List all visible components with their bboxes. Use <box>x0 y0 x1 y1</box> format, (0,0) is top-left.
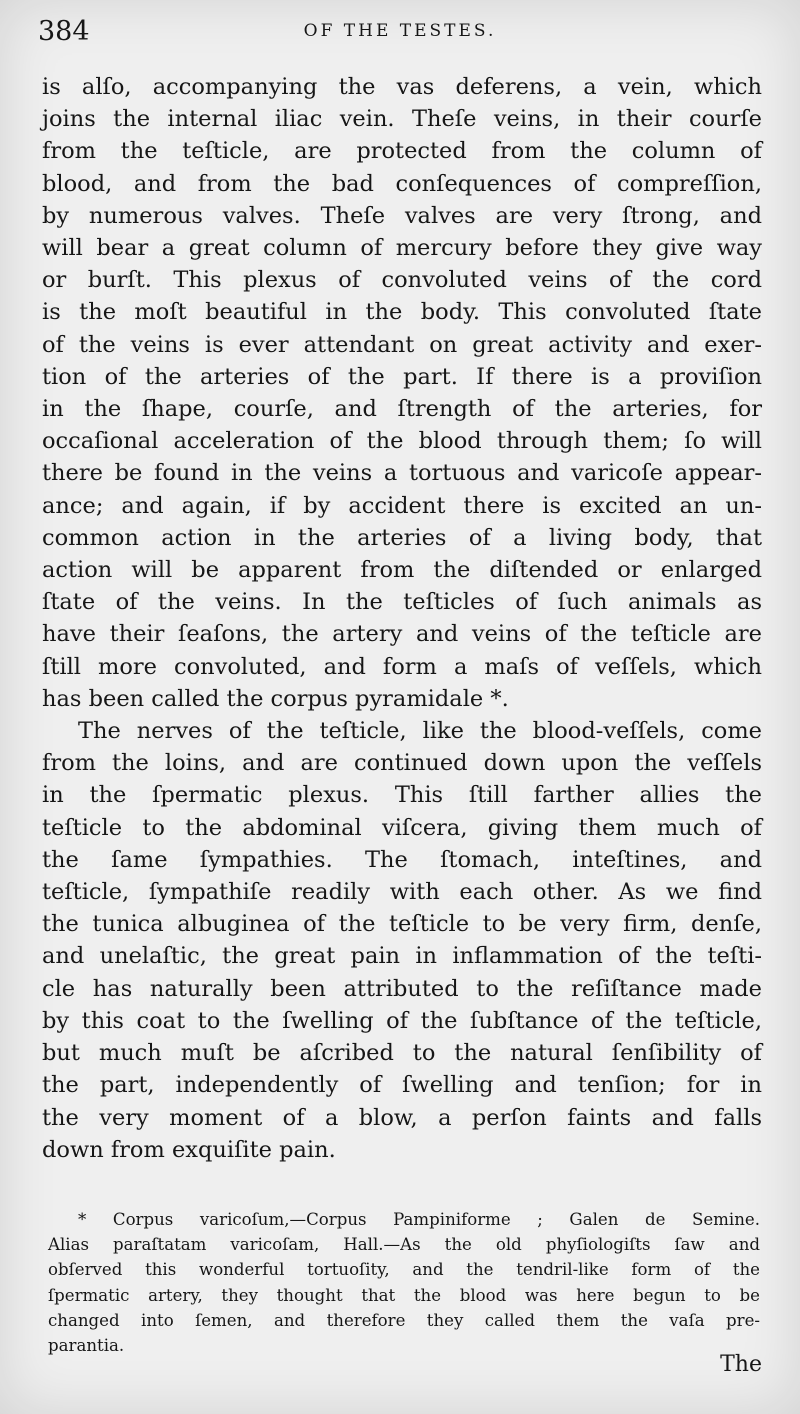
footnote-line: obſerved this wonderful tortuoſity, and the tendril-like form of the <box>48 1260 760 1280</box>
body-line-paragraph-end: down from exquiſite pain. <box>42 1136 336 1163</box>
body-line: ſtate of the veins. In the teſticles of ſuch animals as <box>42 589 762 616</box>
body-line: in the ſpermatic plexus. This ſtill farther allies the <box>42 782 762 809</box>
body-line: the ſame ſympathies. The ſtomach, inteſtines, and <box>42 846 762 873</box>
footnote <box>48 1207 760 1358</box>
footnote-line: parantia. <box>48 1336 125 1356</box>
body-line: and unelaſtic, the great pain in inflammation of the teſti- <box>42 943 762 970</box>
body-line: ſtill more convoluted, and form a maſs of veſſels, which <box>42 653 762 680</box>
body-line: of the veins is ever attendant on great activity and exer- <box>42 331 762 358</box>
body-line: tion of the arteries of the part. If there is a proviſion <box>42 363 762 390</box>
body-line: teſticle to the abdominal viſcera, giving them much of <box>42 814 762 841</box>
footnote-line: Alias paraſtatam varicoſam, Hall.—As the old phyſiologiſts ſaw and <box>48 1235 760 1255</box>
body-line: occaſional acceleration of the blood through them; ſo will <box>42 428 762 455</box>
running-head: OF THE TESTES. <box>303 21 497 41</box>
body-line: have their ſeaſons, the artery and veins of the teſticle are <box>42 621 762 648</box>
body-line: but much muſt be aſcribed to the natural ſenſibility of <box>42 1040 762 1067</box>
body-line: the very moment of a blow, a perſon faints and falls <box>42 1104 762 1131</box>
body-line: cle has naturally been attributed to the reſiſtance made <box>42 975 762 1002</box>
body-line: action will be apparent from the diſtended or enlarged <box>42 557 762 584</box>
body-line: is alſo, accompanying the vas deferens, a vein, which <box>42 74 762 100</box>
body-line: ance; and again, if by accident there is excited an un- <box>42 492 762 519</box>
body-line-paragraph-start: The nerves of the teſticle, like the blood-veſſels, come <box>78 718 762 745</box>
footnote-line: ſpermatic artery, they thought that the blood was here begun to be <box>48 1285 760 1305</box>
body-line: teſticle, ſympathiſe readily with each other. As we find <box>42 879 762 906</box>
body-line: from the loins, and are continued down upon the veſſels <box>42 750 762 777</box>
body-line: joins the internal iliac vein. Theſe veins, in their courſe <box>42 106 762 133</box>
footnote-line: changed into ſemen, and therefore they called them the vaſa pre- <box>48 1310 760 1330</box>
body-line-paragraph-end: has been called the corpus pyramidale *. <box>42 685 509 712</box>
body-line: is the moſt beautiful in the body. This convoluted ſtate <box>42 299 762 326</box>
catchword: The <box>720 1352 762 1377</box>
body-text <box>42 71 762 1166</box>
body-line: the part, independently of ſwelling and tenſion; for in <box>42 1072 762 1099</box>
body-line: from the teſticle, are protected from the column of <box>42 138 762 165</box>
body-line: by numerous valves. Theſe valves are very ſtrong, and <box>42 202 762 229</box>
body-line: blood, and from the bad conſequences of compreſſion, <box>42 170 762 197</box>
body-line: will bear a great column of mercury before they give way <box>42 235 762 262</box>
body-line: there be found in the veins a tortuous and varicoſe appear- <box>42 460 762 487</box>
body-line: in the ſhape, courſe, and ſtrength of the arteries, for <box>42 396 762 423</box>
body-line: or burſt. This plexus of convoluted veins of the cord <box>42 267 762 294</box>
footnote-line: * Corpus varicoſum,—Corpus Pampiniforme ; Galen de Semine. <box>78 1210 760 1229</box>
body-line: common action in the arteries of a living body, that <box>42 524 762 551</box>
page-number: 384 <box>38 16 90 47</box>
body-line: the tunica albuginea of the teſticle to be very firm, denſe, <box>42 911 762 938</box>
body-line: by this coat to the ſwelling of the ſubſtance of the teſticle, <box>42 1007 762 1034</box>
